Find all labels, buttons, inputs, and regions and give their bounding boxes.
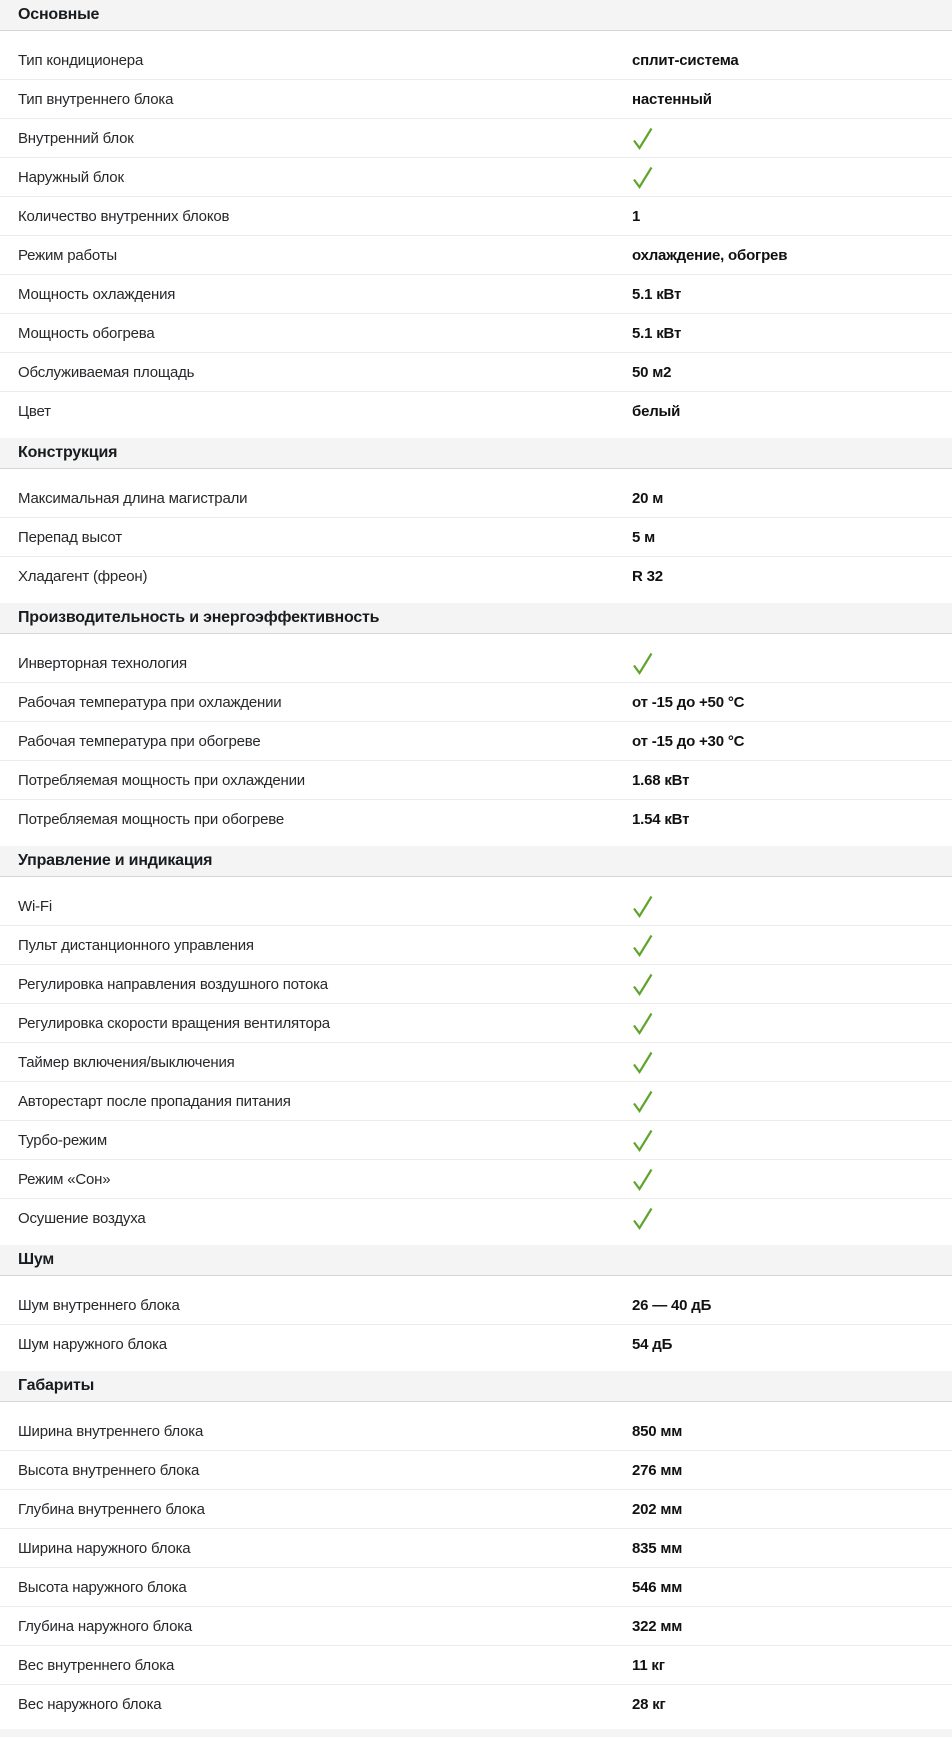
spec-label: Регулировка скорости вращения вентилятора [18, 1014, 330, 1032]
spec-value [632, 1128, 934, 1153]
spec-row [0, 275, 952, 314]
spec-value [632, 933, 934, 958]
spec-label: Вес наружного блока [18, 1695, 162, 1713]
spec-label: Мощность охлаждения [18, 285, 176, 303]
spec-row [0, 479, 952, 518]
spec-row [0, 197, 952, 236]
spec-label: Пульт дистанционного управления [18, 936, 254, 954]
spec-label: Режим работы [18, 246, 117, 264]
check-icon [632, 1050, 653, 1075]
spec-label: Перепад высот [18, 528, 122, 546]
spec-row [0, 1325, 952, 1363]
spec-value: 835 мм [632, 1539, 683, 1557]
spec-label: Осушение воздуха [18, 1209, 146, 1227]
spec-label: Рабочая температура при охлаждении [18, 693, 282, 711]
spec-value: 20 м [632, 489, 664, 507]
spec-row [0, 1568, 952, 1607]
spec-row [0, 1004, 952, 1043]
spec-row [0, 158, 952, 197]
spec-value: 54 дБ [632, 1335, 673, 1353]
spec-label: Количество внутренних блоков [18, 207, 230, 225]
section-rows [0, 1402, 952, 1723]
check-icon [632, 933, 653, 958]
spec-label: Авторестарт после пропадания питания [18, 1092, 291, 1110]
spec-value: R 32 [632, 567, 663, 585]
spec-row [0, 761, 952, 800]
spec-row [0, 236, 952, 275]
spec-value: от -15 до +50 °C [632, 693, 745, 711]
spec-row [0, 1160, 952, 1199]
spec-row [0, 800, 952, 838]
spec-row [0, 1199, 952, 1237]
spec-label: Внутренний блок [18, 129, 134, 147]
spec-value [632, 894, 934, 919]
section-header [0, 0, 952, 31]
check-icon [632, 972, 653, 997]
spec-section [0, 603, 952, 838]
spec-row [0, 1082, 952, 1121]
spec-value [632, 165, 934, 190]
spec-label: Инверторная технология [18, 654, 187, 672]
spec-value: 28 кг [632, 1695, 666, 1713]
spec-value: настенный [632, 90, 712, 108]
section-rows [0, 469, 952, 595]
spec-value [632, 972, 934, 997]
section-header [0, 1245, 952, 1276]
spec-label: Тип внутреннего блока [18, 90, 174, 108]
spec-value [632, 651, 934, 676]
spec-section [0, 438, 952, 595]
spec-label: Глубина внутреннего блока [18, 1500, 205, 1518]
spec-label: Хладагент (фреон) [18, 567, 148, 585]
spec-row [0, 1607, 952, 1646]
spec-row [0, 1685, 952, 1723]
section-header [0, 846, 952, 877]
spec-row [0, 1043, 952, 1082]
spec-value [632, 1167, 934, 1192]
section-header [0, 1371, 952, 1402]
spec-value: 276 мм [632, 1461, 683, 1479]
spec-label: Турбо-режим [18, 1131, 107, 1149]
spec-value: 1.68 кВт [632, 771, 690, 789]
spec-section [0, 1371, 952, 1723]
spec-label: Ширина внутреннего блока [18, 1422, 204, 1440]
spec-value: 5.1 кВт [632, 285, 682, 303]
spec-label: Высота наружного блока [18, 1578, 187, 1596]
spec-row [0, 926, 952, 965]
spec-value: белый [632, 402, 681, 420]
spec-value: 1.54 кВт [632, 810, 690, 828]
spec-row [0, 1412, 952, 1451]
spec-label: Обслуживаемая площадь [18, 363, 195, 381]
spec-label: Потребляемая мощность при обогреве [18, 810, 285, 828]
spec-label: Вес внутреннего блока [18, 1656, 175, 1674]
spec-row [0, 314, 952, 353]
spec-value: 26 — 40 дБ [632, 1296, 712, 1314]
spec-row [0, 1529, 952, 1568]
spec-section [0, 0, 952, 430]
spec-value: 5 м [632, 528, 656, 546]
spec-row [0, 518, 952, 557]
check-icon [632, 126, 653, 151]
spec-label: Таймер включения/выключения [18, 1053, 235, 1071]
spec-label: Тип кондиционера [18, 51, 144, 69]
spec-row [0, 1490, 952, 1529]
spec-value [632, 126, 934, 151]
section-title: Основные [18, 6, 100, 23]
section-title: Шум [18, 1251, 55, 1268]
spec-value: сплит-система [632, 51, 739, 69]
spec-value: 5.1 кВт [632, 324, 682, 342]
check-icon [632, 651, 653, 676]
spec-label: Глубина наружного блока [18, 1617, 193, 1635]
section-header [0, 438, 952, 469]
spec-row [0, 41, 952, 80]
section-rows [0, 31, 952, 430]
spec-value: 1 [632, 207, 641, 225]
spec-value: 50 м2 [632, 363, 672, 381]
spec-value [632, 1011, 934, 1036]
check-icon [632, 1128, 653, 1153]
check-icon [632, 1167, 653, 1192]
spec-value: охлаждение, обогрев [632, 246, 788, 264]
spec-section [0, 1245, 952, 1363]
section-title: Габариты [18, 1377, 95, 1394]
section-rows [0, 877, 952, 1237]
spec-row [0, 1121, 952, 1160]
spec-label: Шум внутреннего блока [18, 1296, 180, 1314]
section-rows [0, 1276, 952, 1363]
spec-row [0, 683, 952, 722]
spec-label: Шум наружного блока [18, 1335, 167, 1353]
spec-label: Мощность обогрева [18, 324, 155, 342]
section-title: Производительность и энергоэффективность [18, 609, 380, 626]
spec-row [0, 1451, 952, 1490]
spec-row [0, 644, 952, 683]
spec-section [0, 846, 952, 1237]
spec-row [0, 392, 952, 430]
spec-label: Wi-Fi [18, 897, 52, 915]
spec-row [0, 887, 952, 926]
spec-row [0, 353, 952, 392]
check-icon [632, 1089, 653, 1114]
spec-row [0, 1286, 952, 1325]
check-icon [632, 894, 653, 919]
check-icon [632, 165, 653, 190]
spec-value [632, 1089, 934, 1114]
spec-value: 850 мм [632, 1422, 683, 1440]
spec-value: 322 мм [632, 1617, 683, 1635]
spec-label: Максимальная длина магистрали [18, 489, 248, 507]
spec-value: 546 мм [632, 1578, 683, 1596]
spec-label: Потребляемая мощность при охлаждении [18, 771, 305, 789]
spec-value: от -15 до +30 °C [632, 732, 745, 750]
spec-label: Цвет [18, 402, 51, 420]
section-title: Управление и индикация [18, 852, 213, 869]
spec-row [0, 965, 952, 1004]
spec-row [0, 119, 952, 158]
spec-label: Рабочая температура при обогреве [18, 732, 261, 750]
spec-value: 11 кг [632, 1656, 665, 1674]
check-icon [632, 1206, 653, 1231]
spec-row [0, 1646, 952, 1685]
spec-row [0, 557, 952, 595]
spec-label: Регулировка направления воздушного потока [18, 975, 328, 993]
spec-row [0, 722, 952, 761]
spec-value: 202 мм [632, 1500, 683, 1518]
section-rows [0, 634, 952, 838]
check-icon [632, 1011, 653, 1036]
spec-value [632, 1206, 934, 1231]
spec-label: Режим «Сон» [18, 1170, 111, 1188]
spec-label: Ширина наружного блока [18, 1539, 191, 1557]
spec-label: Наружный блок [18, 168, 124, 186]
spec-label: Высота внутреннего блока [18, 1461, 200, 1479]
spec-row [0, 80, 952, 119]
spec-value [632, 1050, 934, 1075]
next-section-header-partial [0, 1729, 952, 1737]
section-title: Конструкция [18, 444, 118, 461]
section-header [0, 603, 952, 634]
